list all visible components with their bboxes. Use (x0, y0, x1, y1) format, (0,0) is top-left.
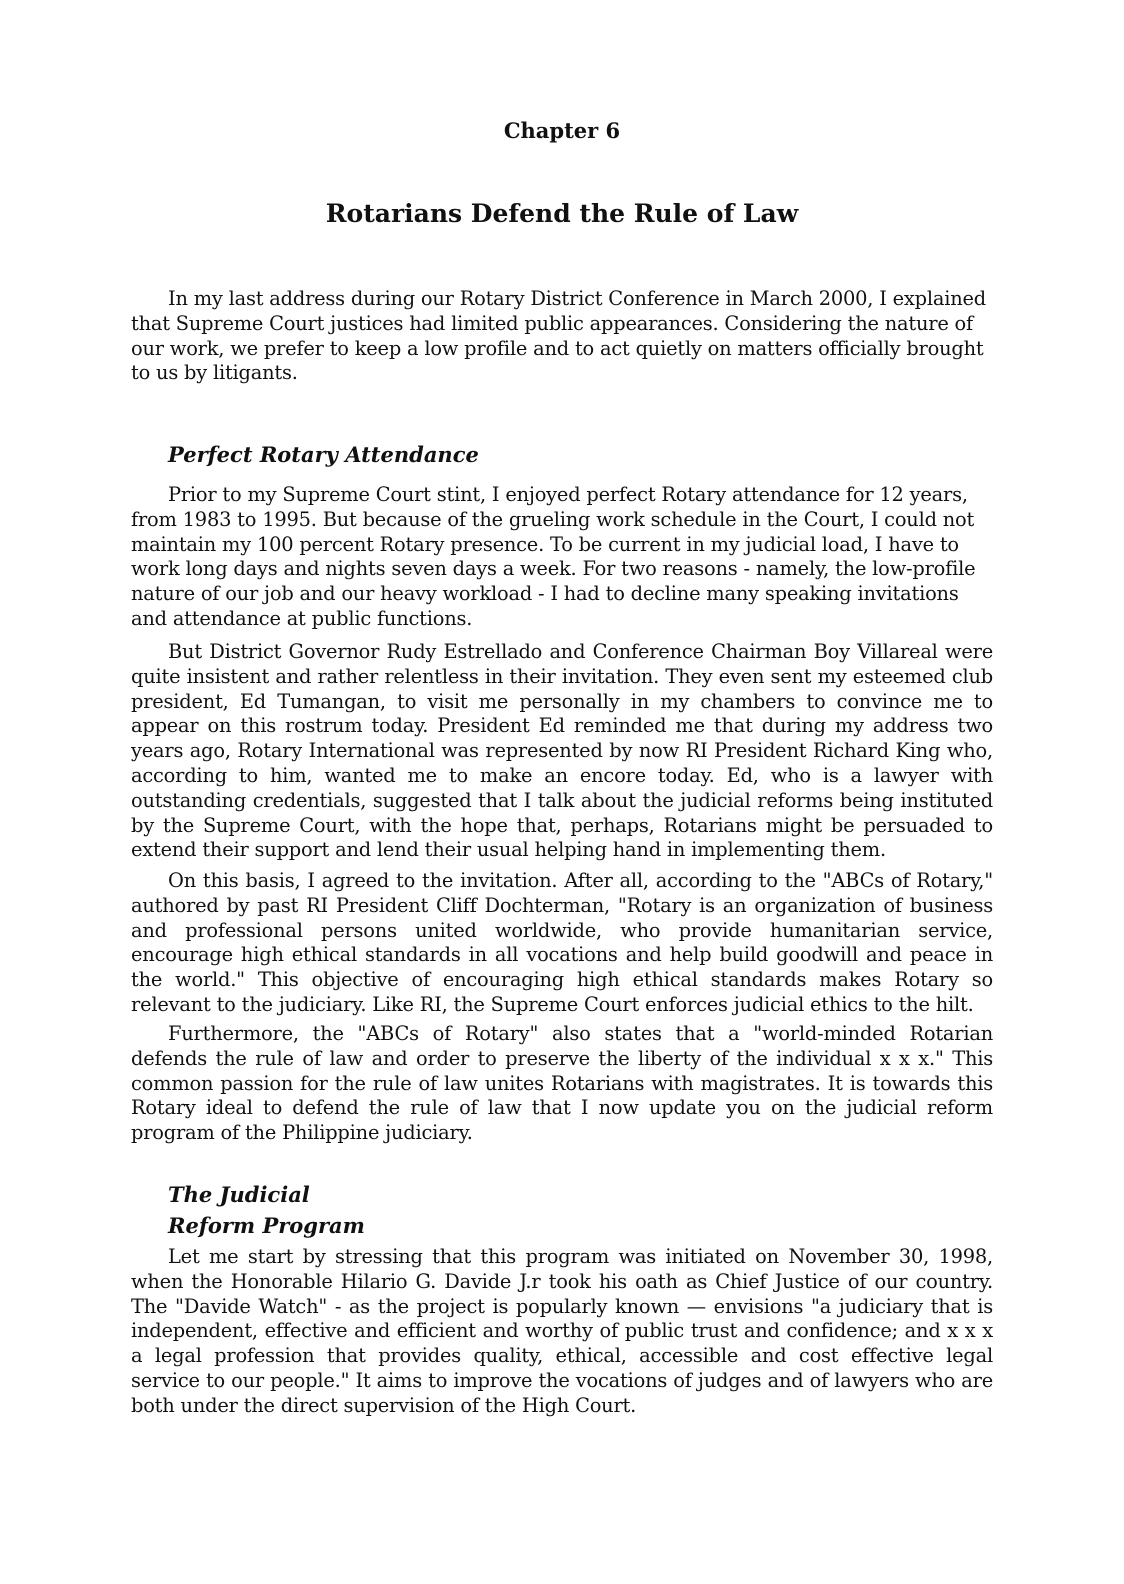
paragraph-davide-watch: Let me start by stressing that this program was initiated on November 30, 1998, when the Honorable Hilario G. Davide J.r took his oath as Chief Justice of our country. The "Davide Watch" - as the project is popularly known — envisions "a judiciary that is independent, effective and efficient and worthy of public trust and confidence; and x x x a legal profession that provides quality, ethical, accessible and cost effective legal service to our people." It aims to improve the vocations of judges and of lawyers who are both under the direct supervision of the High Court. (131, 1245, 993, 1417)
section-heading-perfect-attendance: Perfect Rotary Attendance (168, 442, 479, 467)
paragraph-invitation: But District Governor Rudy Estrellado and Conference Chairman Boy Villareal were quite insistent and rather relentless in their invitation. They even sent my esteemed club president, Ed Tumangan, to visit me personally in my chambers to convince me to appear on this rostrum today. President Ed reminded me that during my address two years ago, Rotary International was represented by now RI President Richard King who, according to him, wanted me to make an encore today. Ed, who is a lawyer with outstanding credentials, suggested that I talk about the judicial reforms being instituted by the Supreme Court, with the hope that, perhaps, Rotarians might be persuaded to extend their support and lend their usual helping hand in implementing them. (131, 640, 993, 862)
chapter-label: Chapter 6 (503, 118, 621, 143)
chapter-title: Rotarians Defend the Rule of Law (325, 199, 799, 228)
section-heading-judicial-reform (168, 1182, 365, 1239)
paragraph-abcs-of-rotary: On this basis, I agreed to the invitation. After all, according to the "ABCs of Rotary," authored by past RI President Cliff Dochterman, "Rotary is an organization of business and professional persons united worldwide, who provide humanitarian service, encourage high ethical standards in all vocations and help build goodwill and peace in the world." This objective of encouraging high ethical standards makes Rotary so relevant to the judiciary. Like RI, the Supreme Court enforces judicial ethics to the hilt. (131, 869, 993, 1016)
paragraph-attendance-history: Prior to my Supreme Court stint, I enjoyed perfect Rotary attendance for 12 years, from 1983 to 1995. But because of the grueling work schedule in the Court, I could not maintain my 100 percent Rotary presence. To be current in my judicial load, I have to work long days and nights seven days a week. For two reasons - namely, the low-profile nature of our job and our heavy workload - I had to decline many speaking invitations and attendance at public functions. (131, 483, 976, 630)
intro-paragraph: In my last address during our Rotary District Conference in March 2000, I explained that Supreme Court justices had limited public appearances. Considering the nature of our work, we prefer to keep a low profile and to act quietly on matters officially brought to us by litigants. (131, 287, 987, 385)
heading-line-2: Reform Program (168, 1213, 365, 1238)
heading-line-1: The Judicial (168, 1182, 310, 1207)
paragraph-rule-of-law: Furthermore, the "ABCs of Rotary" also states that a "world-minded Rotarian defends the rule of law and order to preserve the liberty of the individual x x x." This common passion for the rule of law unites Rotarians with magistrates. It is towards this Rotary ideal to defend the rule of law that I now update you on the judicial reform program of the Philippine judiciary. (131, 1022, 993, 1145)
